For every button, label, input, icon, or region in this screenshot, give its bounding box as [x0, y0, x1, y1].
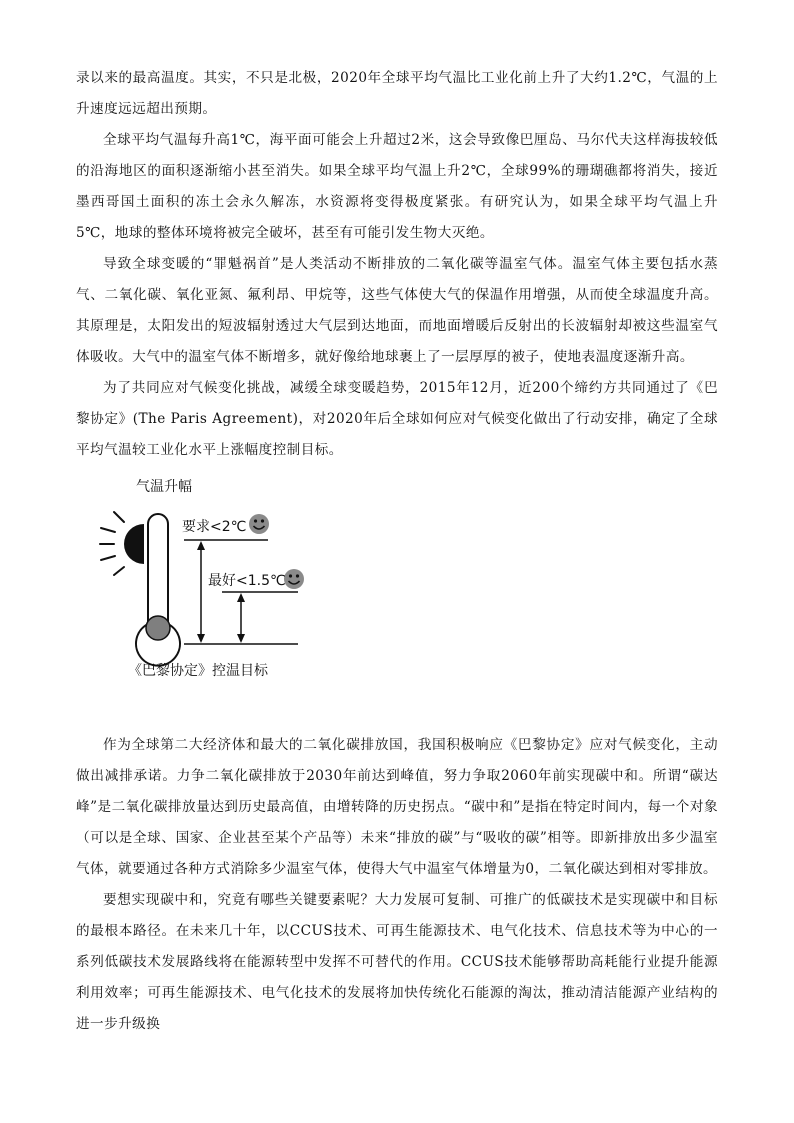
paris-agreement-figure [98, 474, 338, 684]
text-section-bottom [76, 730, 718, 1040]
thermometer-bulb [146, 616, 170, 640]
figure-title: 气温升幅 [136, 479, 192, 495]
paragraph-sea-level: 全球平均气温每升高1℃，海平面可能会上升超过2米，这会导致像巴厘岛、马尔代夫这样海拔较低的沿海地区的面积逐渐缩小甚至消失。如果全球平均气温上升2℃，全球99%的珊瑚礁都将消失，接近墨西哥国土面积的冻土会永久解冻，水资源将变得极度紧张。有研究认为，如果全球平均气温上升5℃，地球的整体环境将被完全破坏，甚至有可能引发生物大灭绝。 [76, 132, 718, 241]
sun-rays-icon [100, 512, 124, 575]
sun-icon [124, 524, 144, 564]
paragraph-continued: 录以来的最高温度。其实，不只是北极，2020年全球平均气温比工业化前上升了大约1.2℃，气温的上升速度远远超出预期。 [76, 70, 718, 117]
figure-caption: 《巴黎协定》控温目标 [128, 663, 268, 679]
paragraph-greenhouse-gas: 导致全球变暖的“罪魁祸首”是人类活动不断排放的二氧化碳等温室气体。温室气体主要包括水蒸气、二氧化碳、氧化亚氮、氟利昂、甲烷等，这些气体使大气的保温作用增强，从而使全球温度升高。其原理是，太阳发出的短波辐射透过大气层到达地面，而地面增暖后反射出的长波辐射却被这些温室气体吸收。大气中的温室气体不断增多，就好像给地球裹上了一层厚厚的被子，使地表温度逐渐升高。 [76, 256, 718, 365]
smiley-icon [249, 514, 269, 534]
arrow-best [237, 593, 245, 643]
label-best: 最好<1.5℃ [208, 573, 286, 589]
paragraph-carbon-peak: 作为全球第二大经济体和最大的二氧化碳排放国，我国积极响应《巴黎协定》应对气候变化，主动做出减排承诺。力争二氧化碳排放于2030年前达到峰值，努力争取2060年前实现碳中和。所谓“碳达峰”是二氧化碳排放量达到历史最高值，由增转降的历史拐点。“碳中和”是指在特定时间内，每一个对象（可以是全球、国家、企业甚至某个产品等）未来“排放的碳”与“吸收的碳”相等。即新排放出多少温室气体，就要通过各种方式消除多少温室气体，使得大气中温室气体增量为0，二氧化碳达到相对零排放。 [76, 737, 718, 877]
paragraph-carbon-neutral-tech: 要想实现碳中和，究竟有哪些关键要素呢？大力发展可复制、可推广的低碳技术是实现碳中和目标的最根本路径。在未来几十年，以CCUS技术、可再生能源技术、电气化技术、信息技术等为中心的一系列低碳技术发展路线将在能源转型中发挥不可替代的作用。CCUS技术能够帮助高耗能行业提升能源利用效率；可再生能源技术、电气化技术的发展将加快传统化石能源的淘汰，推动清洁能源产业结构的进一步升级换 [76, 892, 718, 1032]
smiley-icon-best [284, 569, 304, 589]
label-required: 要求<2℃ [182, 519, 247, 535]
arrow-required [197, 541, 205, 643]
paragraph-paris-agreement: 为了共同应对气候变化挑战，减缓全球变暖趋势，2015年12月，近200个缔约方共同通过了《巴黎协定》(The Paris Agreement)，对2020年后全球如何应对气候变化做出了行动安排，确定了全球平均气温较工业化水平上涨幅度控制目标。 [76, 380, 718, 458]
text-section-top [76, 63, 718, 466]
